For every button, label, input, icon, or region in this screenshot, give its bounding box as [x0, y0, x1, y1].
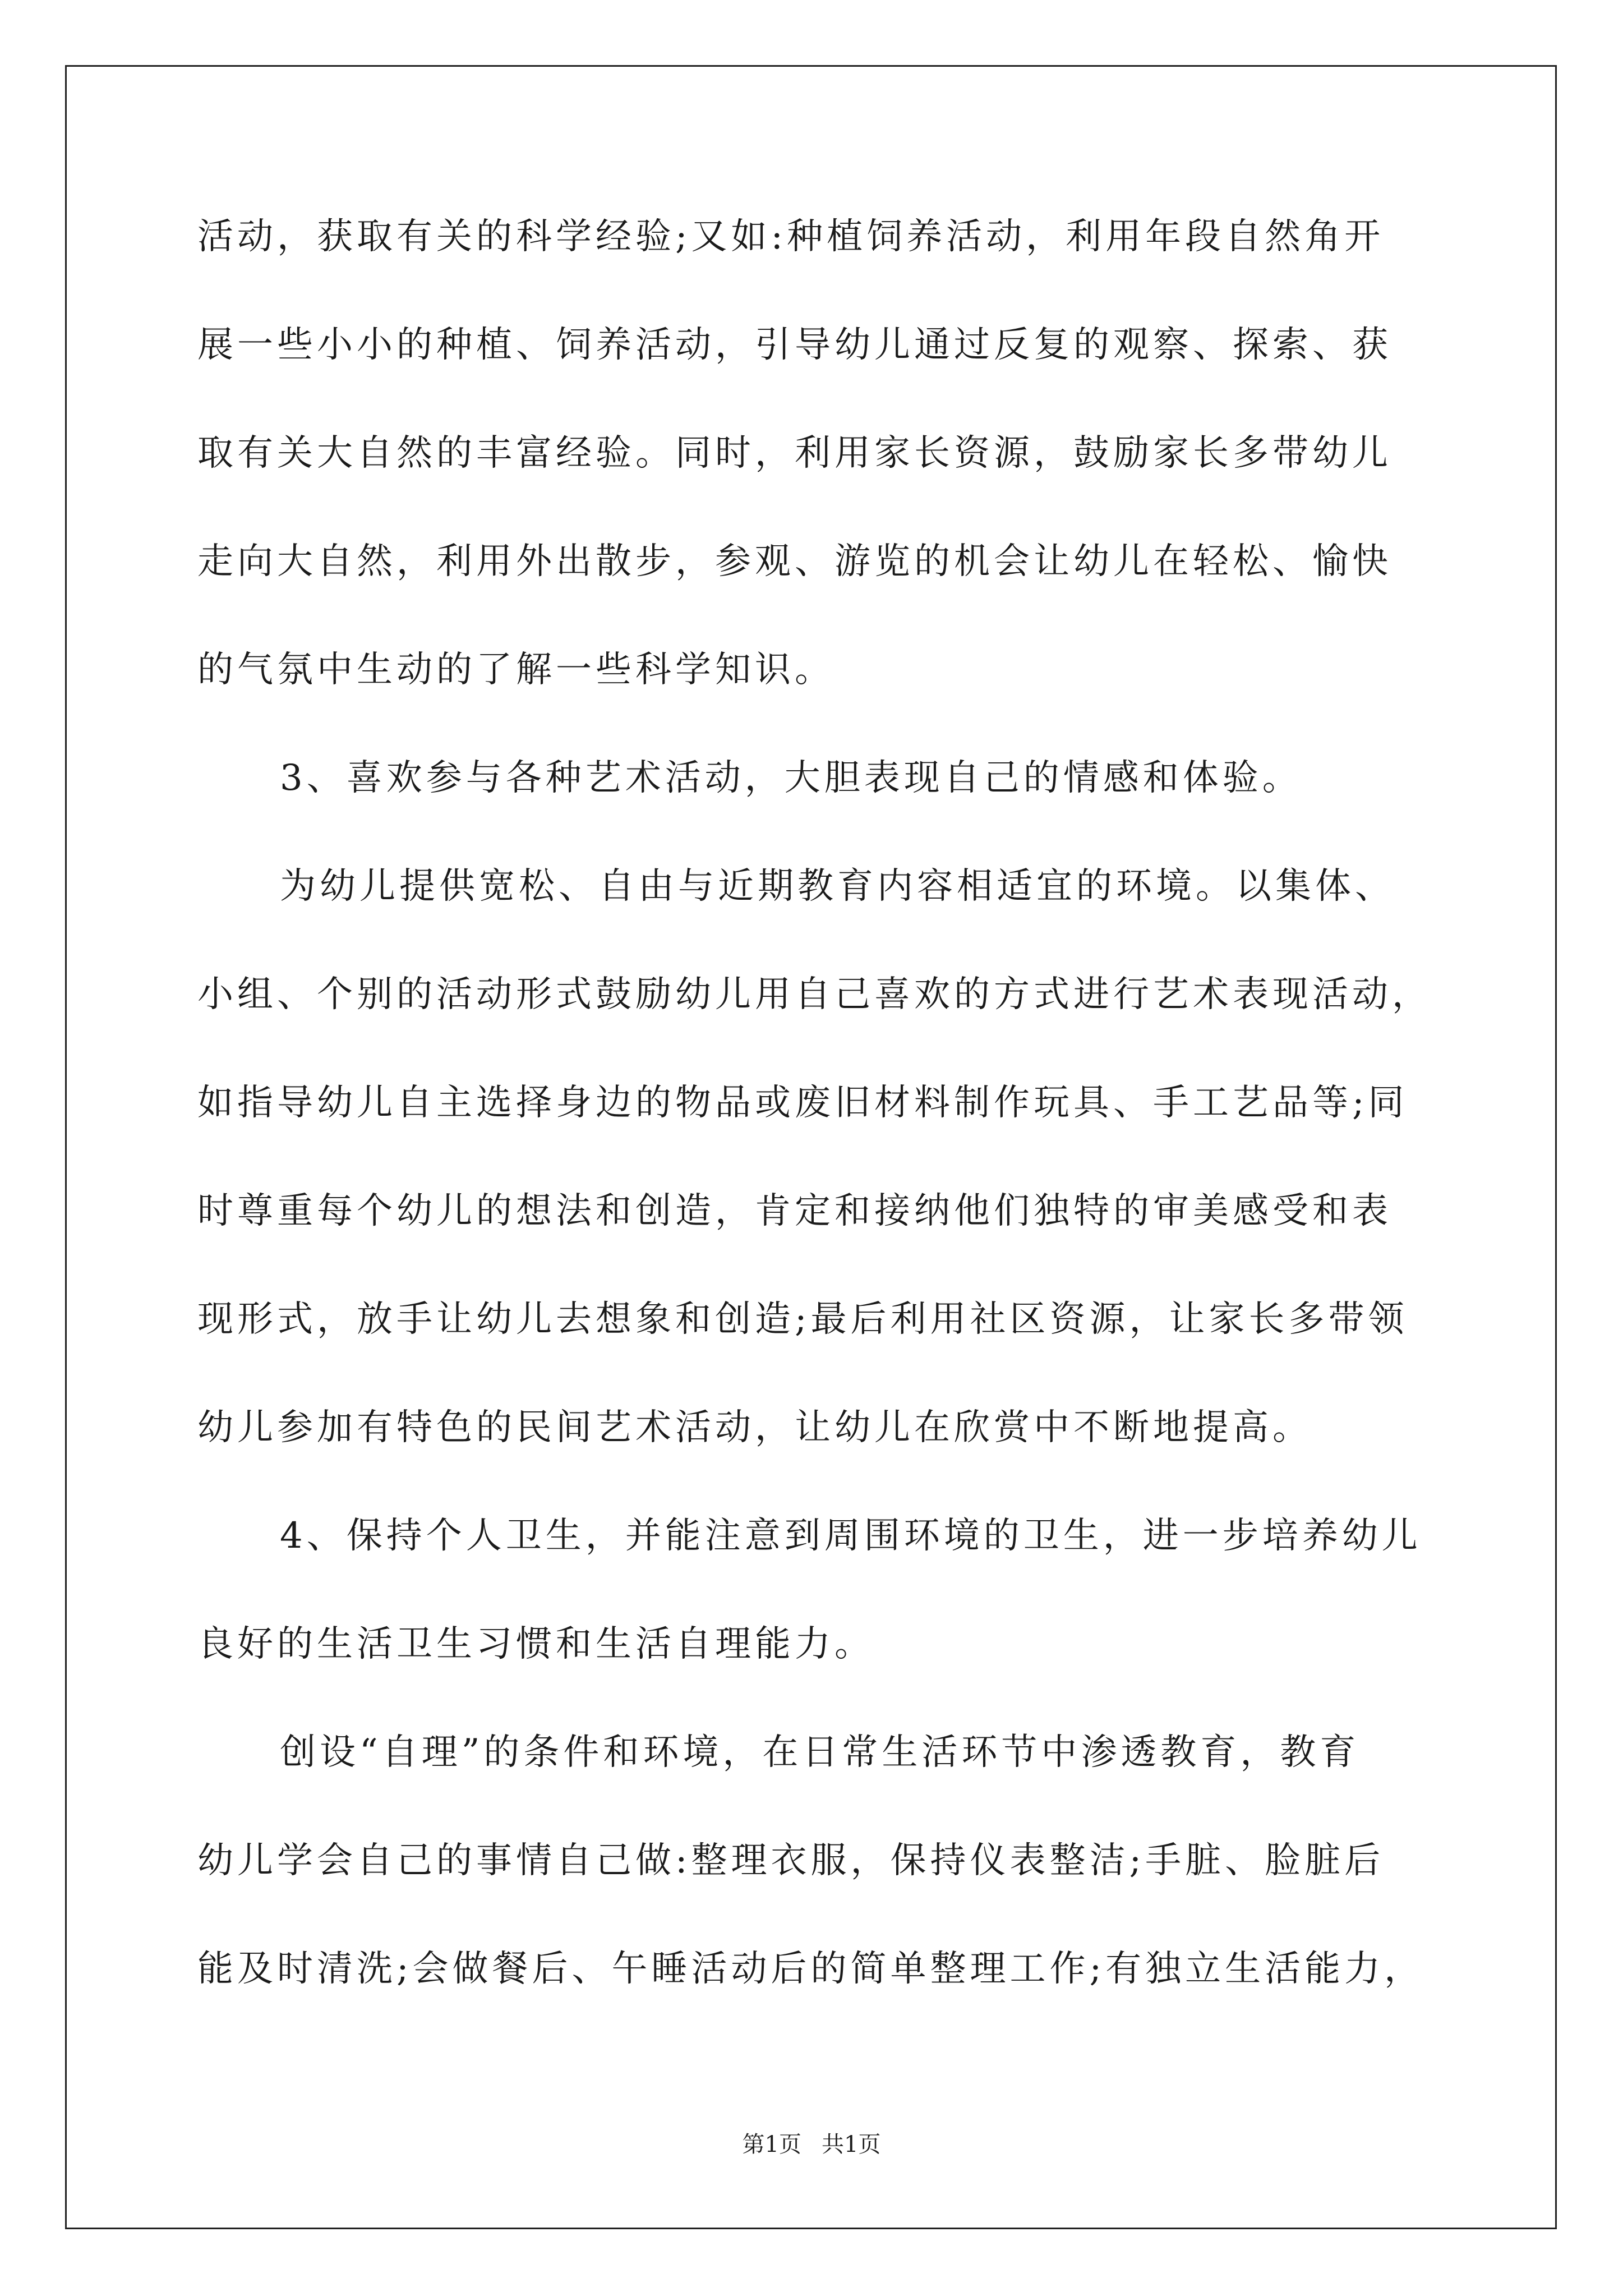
text-line: 取有关大自然的丰富经验。同时，利用家长资源，鼓励家长多带幼儿 [197, 432, 1392, 474]
section-heading-3: 3、喜欢参与各种艺术活动，大胆表现自己的情感和体验。 [280, 757, 1302, 799]
page-number: 第1页 [742, 2132, 801, 2157]
text-line: 活动，获取有关的科学经验;又如:种植饲养活动，利用年段自然角开 [197, 216, 1385, 257]
text-line: 小组、个别的活动形式鼓励幼儿用自己喜欢的方式进行艺术表现活动， [197, 974, 1432, 1015]
text-line: 走向大自然，利用外出散步，参观、游览的机会让幼儿在轻松、愉快 [197, 541, 1392, 582]
text-line: 创设“自理”的条件和环境，在日常生活环节中渗透教育，教育 [280, 1732, 1360, 1773]
section-heading-4: 4、保持个人卫生，并能注意到周围环境的卫生，进一步培养幼儿 [280, 1515, 1422, 1557]
text-line: 如指导幼儿自主选择身边的物品或废旧材料制作玩具、手工艺品等;同 [197, 1082, 1408, 1124]
text-line: 良好的生活卫生习惯和生活自理能力。 [197, 1623, 874, 1665]
document-body [197, 216, 1432, 2059]
text-line: 时尊重每个幼儿的想法和创造，肯定和接纳他们独特的审美感受和表 [197, 1190, 1392, 1232]
text-line: 展一些小小的种植、饲养活动，引导幼儿通过反复的观察、探索、获 [197, 324, 1392, 366]
text-line: 为幼儿提供宽松、自由与近期教育内容相适宜的环境。以集体、 [280, 866, 1395, 907]
text-line: 现形式，放手让幼儿去想象和创造;最后利用社区资源，让家长多带领 [197, 1299, 1408, 1340]
page-total: 共1页 [822, 2132, 881, 2157]
text-line: 幼儿学会自己的事情自己做:整理衣服，保持仪表整洁;手脏、脸脏后 [197, 1840, 1385, 1881]
text-line: 的气氛中生动的了解一些科学知识。 [197, 649, 834, 691]
text-line: 幼儿参加有特色的民间艺术活动，让幼儿在欣赏中不断地提高。 [197, 1407, 1312, 1448]
page-footer [0, 2133, 1623, 2156]
text-line: 能及时清洗;会做餐后、午睡活动后的简单整理工作;有独立生活能力， [197, 1948, 1424, 1990]
